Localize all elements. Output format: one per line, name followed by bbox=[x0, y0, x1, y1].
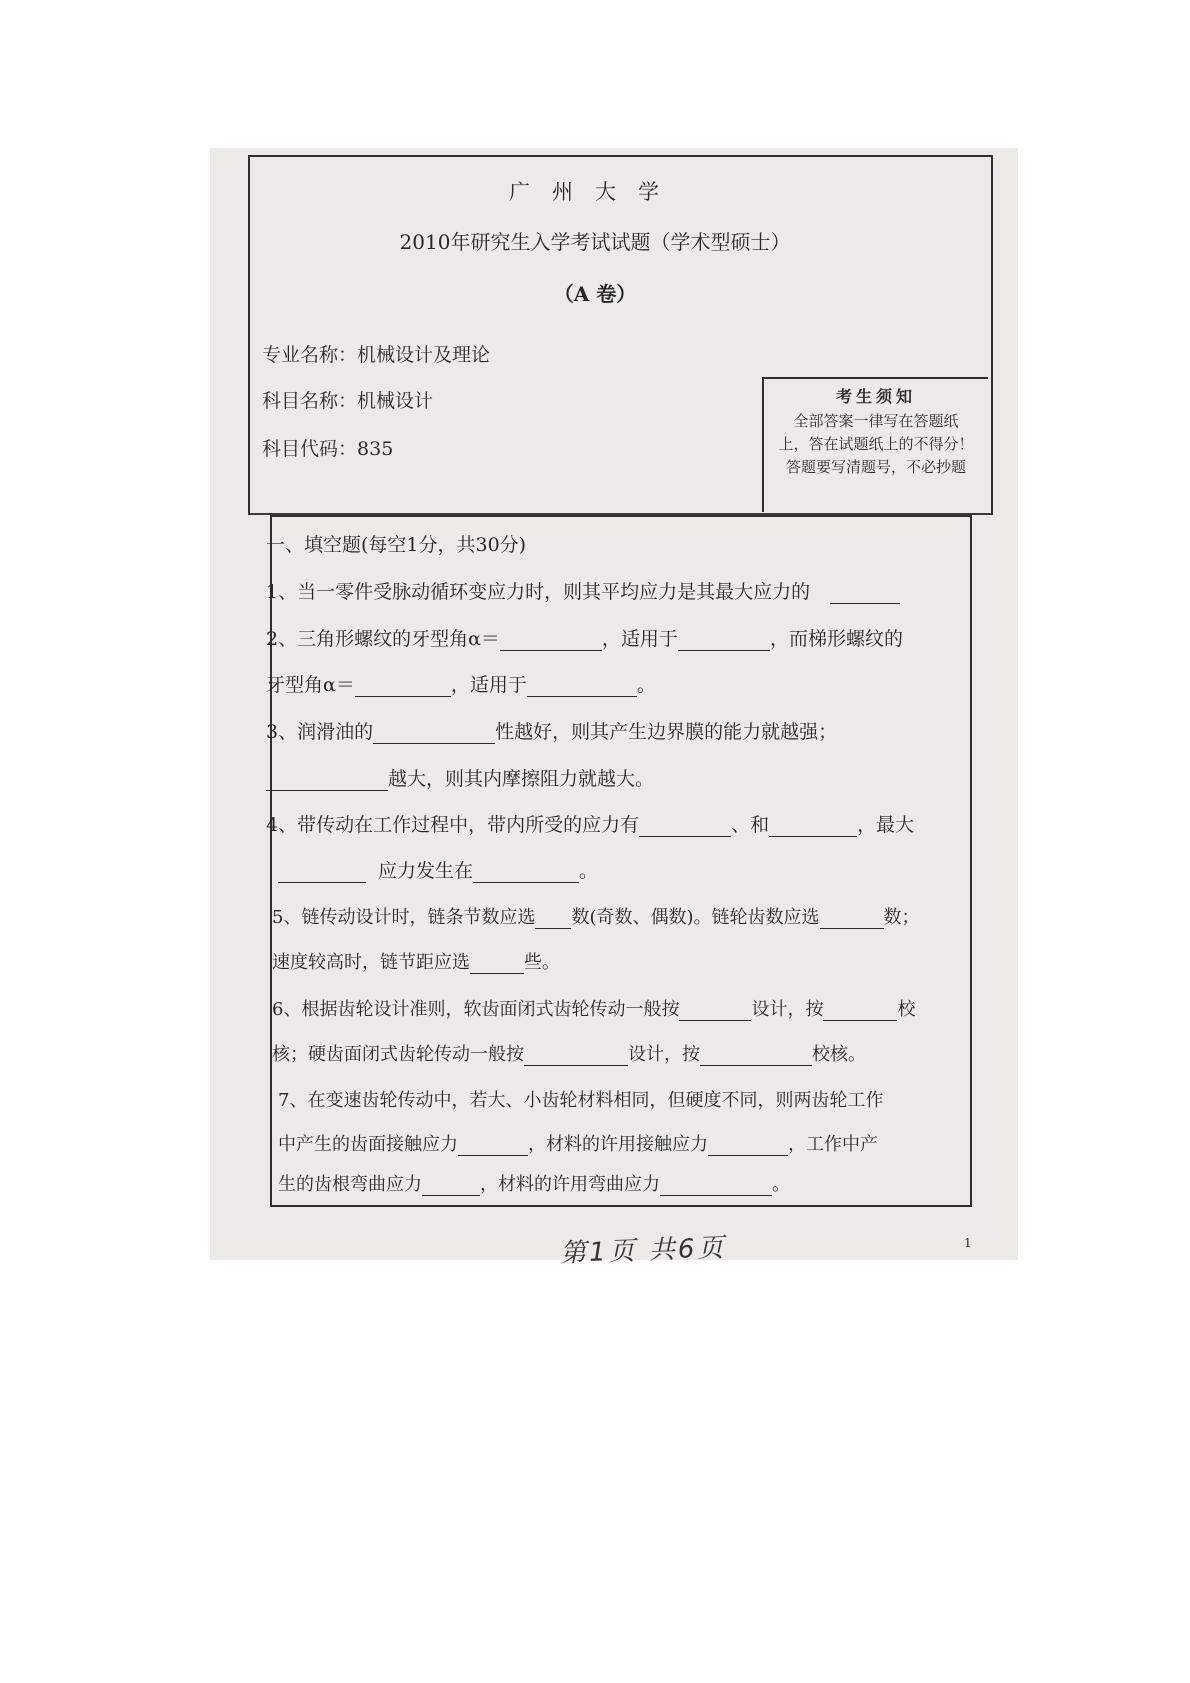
q3-text-a: 3、润滑油的 bbox=[266, 721, 374, 743]
q5-text-d: 速度较高时，链节距应选 bbox=[272, 952, 470, 973]
major-label: 专业名称： bbox=[262, 344, 358, 366]
question-2-line-2 bbox=[266, 670, 656, 697]
question-3-line-1 bbox=[266, 717, 837, 744]
question-6-line-2 bbox=[272, 1040, 866, 1066]
q2-text-f: 。 bbox=[636, 674, 656, 696]
q2-text-b: ，适用于 bbox=[601, 628, 678, 650]
q5-text-a: 5、链传动设计时，链条节数应选 bbox=[272, 907, 536, 928]
answer-blank bbox=[823, 1001, 897, 1021]
question-5-line-2 bbox=[272, 948, 560, 974]
q6-text-f: 校核。 bbox=[812, 1044, 866, 1065]
q7-text-c: ，材料的许用接触应力 bbox=[528, 1134, 708, 1155]
answer-blank bbox=[678, 631, 770, 651]
page-mark: 1 bbox=[964, 1236, 972, 1250]
answer-blank bbox=[458, 1136, 528, 1156]
question-7-line-1 bbox=[278, 1086, 883, 1112]
subject-row bbox=[262, 386, 433, 413]
question-3-line-2 bbox=[266, 764, 654, 791]
q2-text-e: ，适用于 bbox=[450, 674, 527, 696]
question-5-line-1 bbox=[272, 903, 920, 929]
q7-text-b: 中产生的齿面接触应力 bbox=[278, 1134, 458, 1155]
answer-blank bbox=[355, 677, 451, 697]
notice-heading: 考生须知 bbox=[835, 387, 916, 406]
q6-text-b: 设计，按 bbox=[751, 999, 824, 1020]
q7-text-f: ，材料的许用弯曲应力 bbox=[480, 1174, 660, 1195]
q6-text-e: 设计，按 bbox=[628, 1044, 700, 1065]
q7-text-e: 生的齿根弯曲应力 bbox=[278, 1174, 422, 1195]
answer-blank bbox=[373, 724, 495, 744]
q1-text: 1、当一零件受脉动循环变应力时，则其平均应力是其最大应力的 bbox=[266, 581, 811, 603]
q6-text-c: 校 bbox=[897, 999, 916, 1020]
paper-label: （A 卷） bbox=[553, 282, 637, 306]
exam-title: 2010年研究生入学考试试题（学术型硕士） bbox=[399, 230, 791, 254]
notice-line-3: 答题要写清题号，不必抄题 bbox=[785, 458, 966, 476]
university-name: 广州大学 bbox=[509, 180, 681, 204]
answer-blank bbox=[470, 954, 524, 974]
answer-blank bbox=[500, 631, 602, 651]
answer-blank bbox=[769, 817, 857, 837]
candidate-notice-box bbox=[762, 377, 988, 512]
answer-blank bbox=[830, 584, 900, 604]
answer-blank bbox=[820, 909, 884, 929]
q5-text-b: 数(奇数、偶数)。链轮齿数应选 bbox=[571, 907, 820, 928]
question-7-line-3 bbox=[278, 1170, 790, 1196]
answer-blank bbox=[679, 1001, 751, 1021]
q4-text-a: 4、带传动在工作过程中，带内所受的应力有 bbox=[266, 814, 640, 836]
answer-blank bbox=[700, 1046, 812, 1066]
question-1 bbox=[266, 577, 900, 604]
code-value: 835 bbox=[357, 438, 394, 460]
q6-text-a: 6、根据齿轮设计准则，软齿面闭式齿轮传动一般按 bbox=[272, 999, 680, 1020]
major-row bbox=[262, 340, 490, 367]
answer-blank bbox=[422, 1176, 480, 1196]
code-row bbox=[262, 434, 393, 461]
answer-blank bbox=[660, 1176, 772, 1196]
q4-text-c: ，最大 bbox=[857, 814, 915, 836]
handwritten-page-note: 第1页 共6页 bbox=[559, 1233, 727, 1269]
notice-line-1: 全部答案一律写在答题纸 bbox=[793, 412, 959, 430]
answer-blank bbox=[473, 863, 579, 883]
q4-text-b: 、和 bbox=[731, 814, 770, 836]
q5-text-e: 些。 bbox=[524, 952, 560, 973]
question-4-line-1 bbox=[266, 810, 914, 837]
subject-value: 机械设计 bbox=[357, 390, 434, 412]
q4-text-e: 。 bbox=[579, 860, 599, 882]
q2-text-c: ，而梯形螺纹的 bbox=[769, 628, 903, 650]
subject-label: 科目名称： bbox=[262, 390, 358, 412]
major-value: 机械设计及理论 bbox=[357, 344, 491, 366]
q3-text-b: 性越好，则其产生边界膜的能力就越强； bbox=[495, 721, 838, 743]
answer-blank bbox=[639, 817, 731, 837]
q2-text-a: 2、三角形螺纹的牙型角α＝ bbox=[266, 628, 500, 650]
notice-line-2: 上，答在试题纸上的不得分！ bbox=[778, 435, 974, 453]
question-7-line-2 bbox=[278, 1130, 878, 1156]
answer-blank bbox=[266, 771, 388, 791]
question-4-line-2 bbox=[278, 856, 598, 883]
question-2-line-1 bbox=[266, 624, 903, 651]
q5-text-c: 数； bbox=[883, 907, 920, 928]
answer-blank bbox=[708, 1136, 788, 1156]
q2-text-d: 牙型角α＝ bbox=[266, 674, 355, 696]
q7-text-a: 7、在变速齿轮传动中，若大、小齿轮材料相同，但硬度不同，则两齿轮工作 bbox=[278, 1090, 884, 1111]
answer-blank bbox=[535, 909, 571, 929]
q4-text-d: 应力发生在 bbox=[378, 860, 474, 882]
section-heading: 一、填空题(每空1分，共30分) bbox=[266, 534, 527, 556]
answer-blank bbox=[278, 863, 366, 883]
code-label: 科目代码： bbox=[262, 438, 358, 460]
q7-text-d: ，工作中产 bbox=[788, 1134, 878, 1155]
q6-text-d: 核；硬齿面闭式齿轮传动一般按 bbox=[272, 1044, 524, 1065]
answer-blank bbox=[527, 677, 637, 697]
q7-text-g: 。 bbox=[772, 1174, 790, 1195]
answer-blank bbox=[524, 1046, 628, 1066]
question-6-line-1 bbox=[272, 995, 915, 1021]
q3-text-c: 越大，则其内摩擦阻力就越大。 bbox=[388, 768, 655, 790]
